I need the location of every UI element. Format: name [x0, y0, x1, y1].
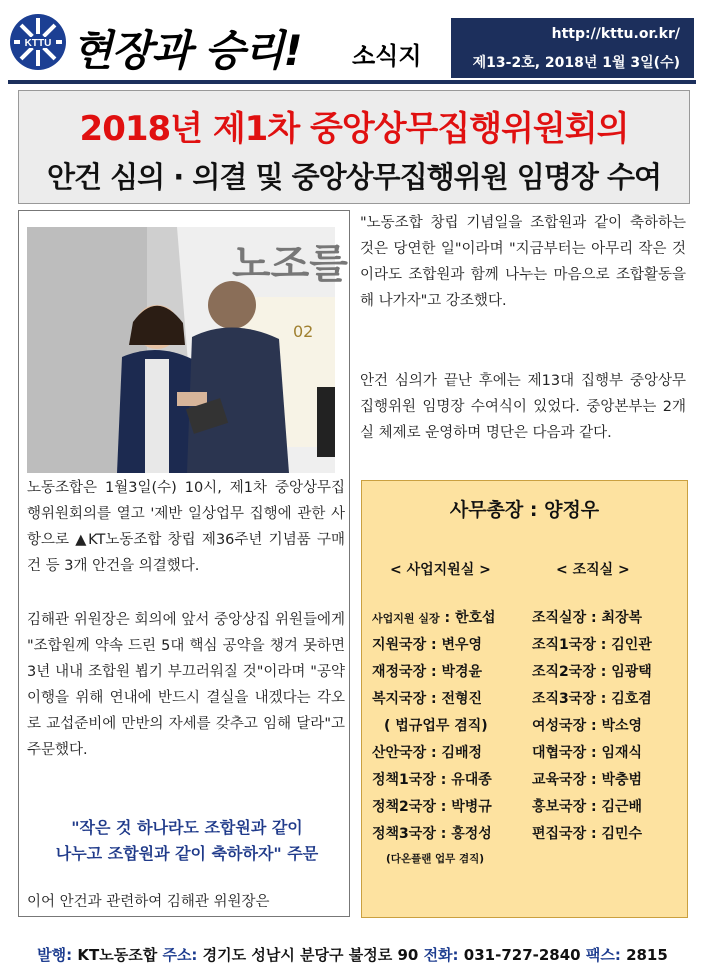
business-support-separator: : [439, 610, 455, 626]
organization-name: 박소영 [601, 718, 643, 734]
business-support-name: ( 법규업무 겸직) [384, 718, 488, 734]
business-support-name: 김배정 [441, 745, 483, 761]
pull-quote-line-1: "작은 것 하나라도 조합원과 같이 [71, 818, 303, 837]
business-support-name: 한호섭 [454, 610, 496, 626]
kttu-logo [8, 12, 68, 72]
organization-role: 편집국장 [532, 826, 587, 842]
organization-entry [532, 688, 652, 708]
business-support-name: 박병규 [451, 799, 492, 815]
organization-role: 대협국장 [532, 745, 587, 761]
site-url[interactable]: http://kttu.or.kr/ [551, 26, 680, 42]
headline-box [18, 90, 690, 204]
business-support-name: 박경윤 [441, 664, 483, 680]
left-roster-note: (다온플랜 업무 겸직) [386, 853, 485, 865]
business-support-name: 홍정성 [451, 826, 492, 842]
business-support-separator: : [435, 826, 452, 842]
left-column [18, 210, 350, 917]
organization-separator: : [586, 718, 602, 734]
organization-role: 교육국장 [532, 772, 587, 788]
organization-separator: : [586, 745, 602, 761]
organization-separator: : [586, 799, 602, 815]
business-support-role: 정책1국장 [372, 772, 436, 788]
issue-box [451, 18, 694, 78]
organization-separator: : [586, 772, 602, 788]
business-support-name: 유대종 [451, 772, 492, 788]
organization-role: 여성국장 [532, 718, 587, 734]
publisher-label: 발행: [37, 946, 73, 964]
business-support-name: 전형진 [441, 691, 483, 707]
business-support-role: 정책2국장 [372, 799, 436, 815]
business-support-entry [372, 769, 492, 789]
organization-entry [532, 661, 652, 681]
business-support-entry [372, 742, 482, 762]
article-para-3: 이어 안건과 관련하여 김해관 위원장은 [27, 894, 270, 910]
phone-label: 전화: [423, 946, 459, 964]
business-support-entry [372, 607, 496, 627]
organization-separator: : [595, 664, 612, 680]
article-para-4: "노동조합 창립 기념일을 조합원과 같이 축하하는 것은 당연한 일"이라며 "지금부터는 아무리 작은 것이라도 조합원과 함께 나누는 마음으로 조합활동을 해 나가자"고 강조했다. [360, 215, 686, 309]
business-support-name: 변우영 [441, 637, 483, 653]
svg-text:KTTU: KTTU [24, 38, 52, 49]
organization-role: 조직1국장 [532, 637, 596, 653]
dept-organization: < 조직실 > [556, 562, 630, 578]
business-support-entry [372, 634, 482, 654]
article-para-5: 안건 심의가 끝난 후에는 제13대 집행부 중앙상무집행위원 임명장 수여식이 있었다. 중앙본부는 2개실 체제로 운영하며 명단은 다음과 같다. [360, 373, 686, 441]
issue-date: 제13-2호, 2018년 1월 3일(수) [472, 55, 680, 71]
business-support-entry [372, 688, 482, 708]
header-rule [8, 80, 696, 84]
article-para-2: 김해관 위원장은 회의에 앞서 중앙상집 위원들에게 "조합원께 약속 드린 5대 핵심 공약을 챙겨 못하면 3년 내내 조합원 뵙기 부끄러워질 것"이라며 "공약이행을 위해 연내에 반드시 결실을 내겠다는 각오로 교섭준비에 만반의 자세를 갖추고 임해 달라"고 주문했다. [27, 612, 345, 758]
organization-name: 최장복 [601, 610, 643, 626]
secretary-general: 사무총장 : 양정우 [449, 499, 600, 521]
organization-entry [532, 715, 642, 735]
business-support-role: 정책3국장 [372, 826, 436, 842]
organization-role: 조직3국장 [532, 691, 596, 707]
business-support-entry [372, 796, 492, 816]
business-support-separator: : [426, 637, 442, 653]
business-support-role: 지원국장 [372, 637, 427, 653]
business-support-separator: : [426, 745, 442, 761]
publisher: KT노동조합 [77, 946, 158, 964]
organization-separator: : [586, 826, 602, 842]
organization-name: 임광택 [611, 664, 652, 680]
article-para-1: 노동조합은 1월3일(수) 10시, 제1차 중앙상무집행위원회의를 열고 '제반 일상업무 집행에 관한 사항으로 ▲KT노동조합 창립 제36주년 기념품 구매 건 등 3개 안건을 의결했다. [27, 480, 345, 574]
organization-name: 김호겸 [611, 691, 652, 707]
organization-entry [532, 742, 642, 762]
address: 경기도 성남시 분당구 불정로 90 [202, 946, 419, 964]
newsletter-brand: 현장과 승리! [72, 26, 302, 75]
pull-quote [27, 815, 347, 867]
business-support-entry [372, 661, 482, 681]
business-support-separator: : [426, 691, 442, 707]
svg-text:노조를: 노조를 [232, 241, 348, 287]
fax-label: 팩스: [585, 946, 621, 964]
organization-role: 홍보국장 [532, 799, 587, 815]
organization-role: 조직2국장 [532, 664, 596, 680]
business-support-entry [384, 715, 488, 735]
svg-text:02: 02 [293, 322, 314, 341]
business-support-role: 사업지원 실장 [372, 612, 440, 625]
organization-entry [532, 607, 642, 627]
organization-name: 김근배 [601, 799, 643, 815]
business-support-separator: : [426, 664, 442, 680]
footer [0, 944, 705, 965]
headline-subtitle: 안건 심의 · 의결 및 중앙상무집행위원 임명장 수여 [47, 160, 661, 194]
ceremony-illustration [27, 227, 348, 473]
organization-name: 김민수 [601, 826, 643, 842]
organization-separator: : [595, 691, 612, 707]
organization-separator: : [586, 610, 602, 626]
fax: 2815 [626, 946, 668, 964]
business-support-role: 복지국장 [372, 691, 427, 707]
business-support-role: 산안국장 [372, 745, 427, 761]
organization-name: 박충범 [601, 772, 643, 788]
dept-business-support: < 사업지원실 > [390, 562, 491, 578]
ceremony-photo [27, 227, 348, 473]
address-label: 주소: [162, 946, 198, 964]
business-support-separator: : [435, 772, 452, 788]
newsletter-subbrand: 소식지 [352, 42, 422, 70]
organization-role: 조직실장 [532, 610, 587, 626]
organization-separator: : [595, 637, 612, 653]
organization-name: 임재식 [601, 745, 643, 761]
pull-quote-line-2: 나누고 조합원과 같이 축하하자" 주문 [55, 844, 319, 863]
organization-name: 김인관 [611, 637, 652, 653]
organization-entry [532, 823, 642, 843]
org-chart-box [361, 480, 688, 918]
phone: 031-727-2840 [463, 946, 581, 964]
organization-entry [532, 769, 642, 789]
business-support-separator: : [435, 799, 452, 815]
headline-title: 2018년 제1차 중앙상무집행위원회의 [79, 109, 629, 149]
organization-entry [532, 796, 642, 816]
business-support-role: 재정국장 [372, 664, 427, 680]
organization-entry [532, 634, 652, 654]
business-support-entry [372, 823, 492, 843]
